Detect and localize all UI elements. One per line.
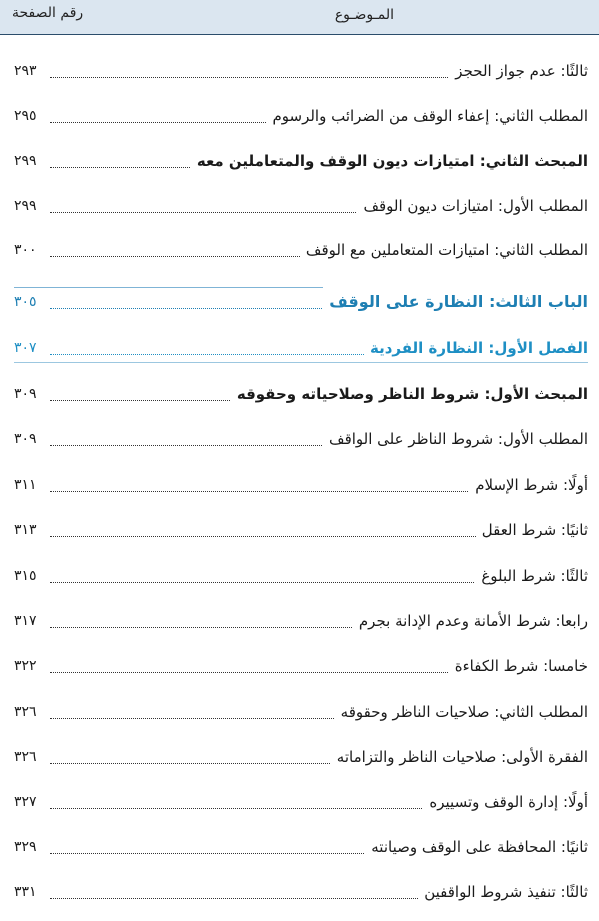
toc-entry[interactable] [14,561,588,591]
toc-entry-title: أولًا: إدارة الوقف وتسييره [423,787,588,817]
page-column-label: رقم الصفحة [12,5,84,21]
toc-entry[interactable] [14,379,588,409]
toc-entry-page-number: ٣٠٠ [14,242,37,258]
toc-entry-page-number: ٣٠٥ [14,294,37,310]
toc-entry-page-number: ٣٠٧ [14,340,37,356]
toc-entry-page-number: ٣٢٩ [14,839,37,855]
toc-entry[interactable] [14,287,588,317]
toc-entry-title: ثانيًا: شرط العقل [476,515,588,545]
toc-entry[interactable] [14,146,588,176]
toc-entry-title: الباب الثالث: النظارة على الوقف [323,287,588,317]
toc-entry[interactable] [14,333,588,363]
toc-entry-title: المطلب الأول: امتيازات ديون الوقف [357,191,588,221]
toc-entry[interactable] [14,235,588,265]
toc-entry-title: المطلب الثاني: إعفاء الوقف من الضرائب والرسوم [266,101,588,131]
toc-entry[interactable] [14,101,588,131]
toc-entry-page-number: ٢٩٩ [14,198,37,214]
toc-entry[interactable] [14,697,588,727]
toc-entry-title: المطلب الثاني: امتيازات المتعاملين مع الوقف [300,235,588,265]
toc-entry-page-number: ٣٢٢ [14,658,37,674]
toc-entry-title: ثانيًا: المحافظة على الوقف وصيانته [365,832,588,862]
toc-entry-title: رابعا: شرط الأمانة وعدم الإدانة بجرم [353,606,588,636]
toc-entry-page-number: ٣٢٧ [14,794,37,810]
toc-entry-title: ثالثًا: عدم جواز الحجز [449,56,588,86]
toc-entry-title: أولًا: شرط الإسلام [469,470,588,500]
toc-entry-page-number: ٣١١ [14,477,37,493]
toc-entry[interactable] [14,651,588,681]
toc-entry-page-number: ٣١٣ [14,522,37,538]
topic-column-label: المـوضـوع [334,7,394,23]
toc-entry-page-number: ٣٣١ [14,884,37,900]
toc-entry-title: المطلب الأول: شروط الناظر على الواقف [323,424,588,454]
toc-entry[interactable] [14,606,588,636]
toc-entry[interactable] [14,515,588,545]
toc-entry-title: المبحث الثاني: امتيازات ديون الوقف والمتعاملين معه [191,146,588,176]
toc-entry[interactable] [14,742,588,772]
toc-entry-page-number: ٣١٧ [14,613,37,629]
toc-entry-title: ثالثًا: شرط البلوغ [475,561,588,591]
toc-entry[interactable] [14,424,588,454]
toc-entry[interactable] [14,877,588,907]
toc-entry-title: المطلب الثاني: صلاحيات الناظر وحقوقه [335,697,588,727]
toc-entry-page-number: ٣٢٦ [14,749,37,765]
toc-entry-title: المبحث الأول: شروط الناظر وصلاحياته وحقوقه [231,379,588,409]
toc-entry[interactable] [14,470,588,500]
toc-entry-page-number: ٣٠٩ [14,431,37,447]
toc-entry-title: خامسا: شرط الكفاءة [449,651,588,681]
toc-entry-title: الفقرة الأولى: صلاحيات الناظر والتزاماته [331,742,588,772]
toc-entry-page-number: ٣٠٩ [14,386,37,402]
toc-header [0,0,599,35]
toc-entry[interactable] [14,832,588,862]
toc-entry-title: الفصل الأول: النظارة الفردية [364,333,588,363]
chapter-underline [14,362,588,363]
toc-entry-page-number: ٣٢٦ [14,704,37,720]
toc-entry[interactable] [14,56,588,86]
toc-entry[interactable] [14,191,588,221]
toc-entry[interactable] [14,787,588,817]
toc-entry-page-number: ٢٩٥ [14,108,37,124]
toc-entry-page-number: ٣١٥ [14,568,37,584]
toc-entry-title: ثالثًا: تنفيذ شروط الواقفين [418,877,588,907]
toc-entry-page-number: ٢٩٩ [14,153,37,169]
toc-entry-page-number: ٢٩٣ [14,63,37,79]
